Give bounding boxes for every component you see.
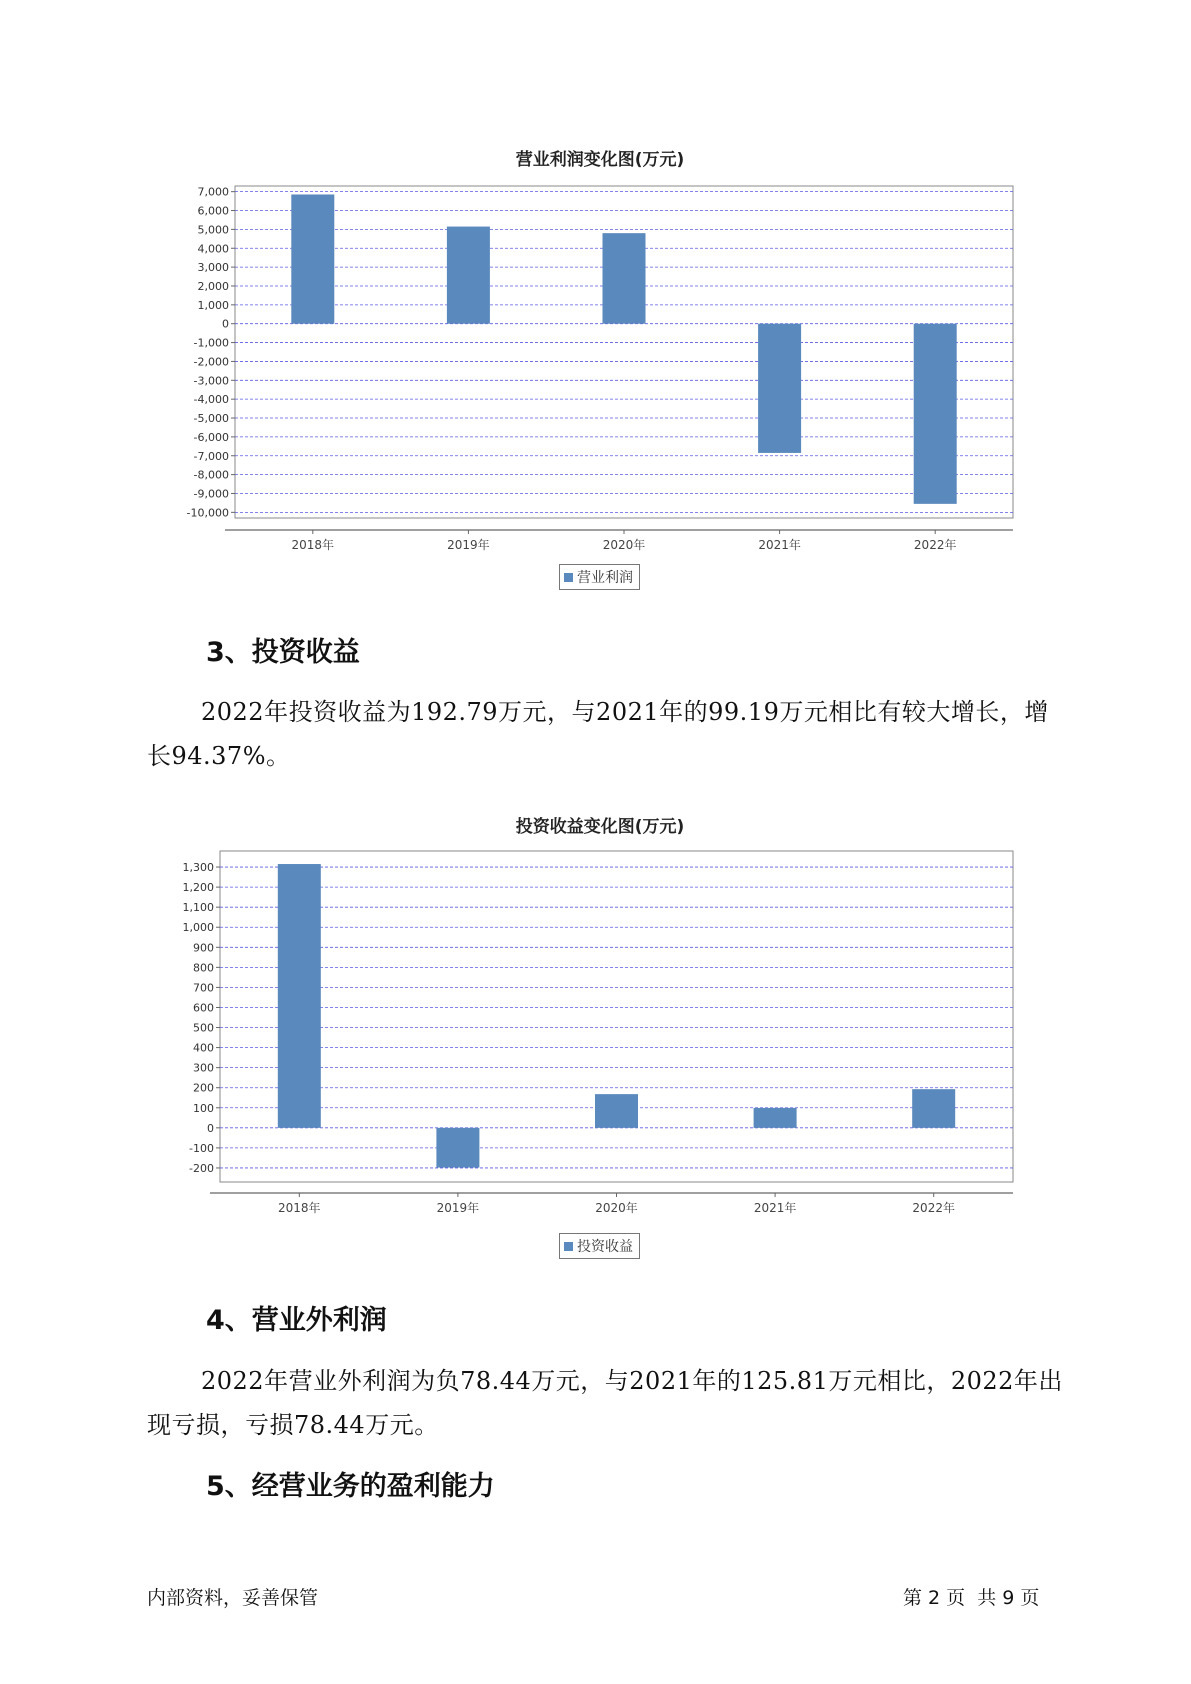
bar-2021年 <box>754 1108 797 1128</box>
plot-area <box>220 851 1013 1182</box>
section-3-paragraph: 2022年投资收益为192.79万元，与2021年的99.19万元相比有较大增长，增长94.37%。 <box>147 698 1049 770</box>
y-tick-label: -7,000 <box>193 449 229 463</box>
bar-2019年 <box>436 1128 479 1168</box>
x-tick-label: 2018年 <box>278 1201 321 1215</box>
x-tick-label: 2021年 <box>758 538 801 552</box>
y-tick-label: 1,300 <box>182 861 214 875</box>
x-tick-label: 2019年 <box>447 538 490 552</box>
y-tick-label: -4,000 <box>193 393 229 407</box>
y-tick-label: 0 <box>222 317 229 331</box>
chart-2-title: 投资收益变化图(万元) <box>515 817 685 837</box>
y-tick-label: -9,000 <box>193 487 229 501</box>
y-tick-label: 300 <box>193 1061 214 1075</box>
y-tick-label: 0 <box>207 1121 214 1135</box>
y-tick-label: -2,000 <box>193 355 229 369</box>
y-tick-label: 200 <box>193 1081 214 1095</box>
y-tick-label: 900 <box>193 941 214 955</box>
y-tick-label: -6,000 <box>193 430 229 444</box>
legend-swatch <box>564 1242 573 1251</box>
y-tick-label: -10,000 <box>186 506 229 520</box>
y-tick-label: 700 <box>193 981 214 995</box>
bar-2018年 <box>278 864 321 1128</box>
y-tick-label: 800 <box>193 961 214 975</box>
y-tick-label: -200 <box>189 1161 214 1175</box>
chart-2-legend <box>559 1233 640 1259</box>
bar-2022年 <box>912 1089 955 1128</box>
y-tick-label: 400 <box>193 1041 214 1055</box>
chart-1-legend-label: 营业利润 <box>577 570 633 586</box>
y-tick-label: 2,000 <box>197 279 229 293</box>
x-tick-label: 2020年 <box>602 538 646 552</box>
x-tick-label: 2020年 <box>595 1201 638 1215</box>
y-tick-label: 3,000 <box>197 261 229 275</box>
chart-2-legend-label: 投资收益 <box>577 1239 633 1255</box>
y-tick-label: 1,200 <box>182 881 214 895</box>
y-tick-label: 6,000 <box>197 204 229 218</box>
y-tick-label: 1,000 <box>182 921 214 935</box>
section-3-heading: 3、投资收益 <box>206 637 360 668</box>
y-tick-label: -5,000 <box>193 412 229 426</box>
y-tick-label: -3,000 <box>193 374 229 388</box>
y-tick-label: 5,000 <box>197 223 229 237</box>
x-tick-label: 2019年 <box>436 1201 480 1215</box>
section-4-heading: 4、营业外利润 <box>206 1305 387 1336</box>
y-tick-label: 100 <box>193 1101 214 1115</box>
section-5-heading: 5、经营业务的盈利能力 <box>206 1471 495 1502</box>
x-tick-label: 2021年 <box>753 1201 797 1215</box>
x-tick-label: 2018年 <box>291 538 335 552</box>
y-tick-label: -100 <box>189 1141 214 1155</box>
y-tick-label: 600 <box>193 1001 214 1015</box>
y-tick-label: -8,000 <box>193 468 229 482</box>
y-tick-label: -1,000 <box>193 336 229 350</box>
y-tick-label: 1,100 <box>182 901 214 915</box>
y-tick-label: 4,000 <box>197 242 229 256</box>
x-tick-label: 2022年 <box>913 538 957 552</box>
x-tick-label: 2022年 <box>912 1201 955 1215</box>
footer-page-number: 第 2 页 共 9 页 <box>903 1587 1040 1609</box>
footer-confidential-note: 内部资料，妥善保管 <box>147 1587 319 1609</box>
section-4-paragraph: 2022年营业外利润为负78.44万元，与2021年的125.81万元相比，2022年出现亏损，亏损78.44万元。 <box>147 1367 1063 1439</box>
y-tick-label: 1,000 <box>197 298 229 312</box>
y-tick-label: 500 <box>193 1021 214 1035</box>
chart-1-title: 营业利润变化图(万元) <box>515 150 685 170</box>
y-tick-label: 7,000 <box>197 185 229 199</box>
bar-2020年 <box>595 1094 638 1128</box>
